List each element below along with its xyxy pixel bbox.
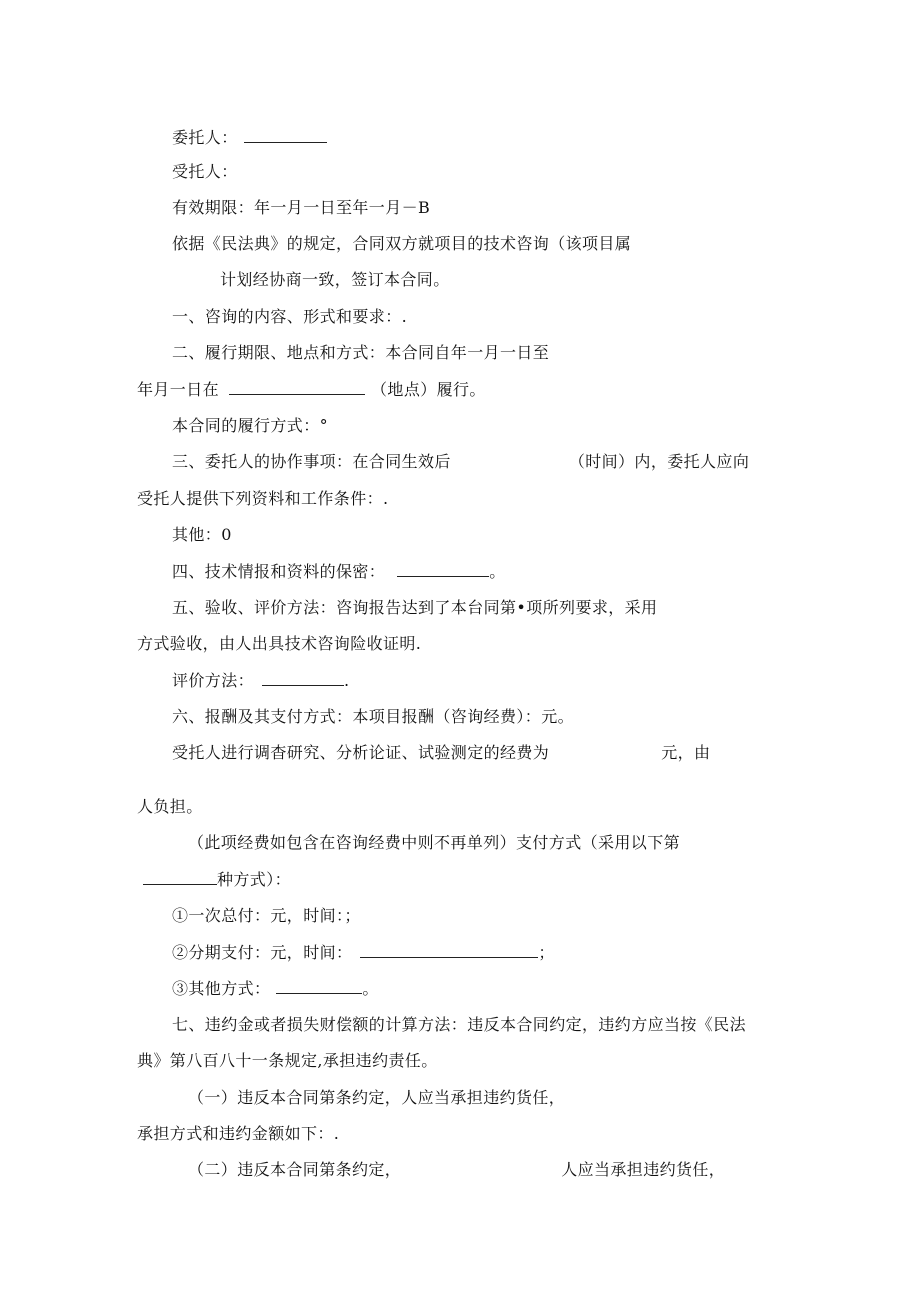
client-blank xyxy=(244,127,327,143)
section-2-heading: 二、履行期限、地点和方式：本合同自年一月一日至 xyxy=(172,343,550,362)
section-2-place-line xyxy=(137,379,486,400)
breach-clause-2 xyxy=(188,1160,725,1180)
section-7-continuation: 典》第八百八十一条规定,承担违约责任。 xyxy=(137,1051,438,1070)
breach-clause-2-suffix: 人应当承担违约货任， xyxy=(561,1160,726,1179)
other-payment-blank xyxy=(276,978,362,994)
payment-method-blank xyxy=(143,869,217,885)
evaluation-end: . xyxy=(344,671,350,690)
payment-option-2 xyxy=(172,942,555,963)
section-6-heading: 六、报酬及其支付方式：本项目报酬（咨询经费）：元。 xyxy=(172,707,575,726)
installment-end: ； xyxy=(538,943,555,962)
payment-option-3 xyxy=(172,978,379,999)
client-label: 委托人： xyxy=(172,128,238,147)
research-cost-line xyxy=(172,743,710,763)
evaluation-method-line xyxy=(172,670,350,691)
payment-method-line: （此项经费如包含在咨询经费中则不再单列）支付方式（采用以下第 xyxy=(188,833,681,852)
section-3-other-line: 其他：0 xyxy=(172,525,232,544)
validity-line: 有效期限：年一月一日至年一月－B xyxy=(172,198,431,217)
cooperation-prefix: 三、委托人的协作事项：在合同生效后 xyxy=(172,452,451,471)
basis-line: 依据《民法典》的规定，合同双方就项目的技术咨询（该项目属 xyxy=(172,234,632,253)
section-7-heading: 七、违约金或者损失财偿额的计算方法：违反本合同约定，违约方应当按《民法 xyxy=(172,1015,747,1034)
breach-clause-1-continuation: 承担方式和违约金额如下：. xyxy=(137,1124,340,1143)
research-cost-continuation: 人负担。 xyxy=(137,797,203,816)
breach-clause-2-prefix: （二）违反本合同第条约定， xyxy=(188,1160,402,1179)
installment-blank xyxy=(360,942,538,958)
installment-label: ②分期支付：元，时间： xyxy=(172,943,353,962)
other-payment-label: ③其他方式： xyxy=(172,979,271,998)
section-5-heading: 五、验收、评价方法：咨询报告达到了本台同第•项所列要求，采用 xyxy=(172,598,658,617)
section-1-heading: 一、咨询的内容、形式和要求：. xyxy=(172,307,408,326)
consultant-line: 受托人： xyxy=(172,162,238,181)
payment-method-suffix: 种方式）： xyxy=(217,870,292,889)
client-line xyxy=(172,127,327,148)
confidentiality-blank xyxy=(397,561,489,577)
research-cost-suffix: 元，由 xyxy=(661,743,711,762)
payment-option-1: ①一次总付：元，时间：； xyxy=(172,906,361,925)
section-3-heading xyxy=(172,452,749,472)
basis-continuation-line: 计划经协商一致，签订本合同。 xyxy=(220,270,450,289)
place-blank xyxy=(229,379,365,395)
other-payment-end: 。 xyxy=(362,979,379,998)
section-2-method-line: 本合同的履行方式：° xyxy=(172,416,329,435)
evaluation-blank xyxy=(262,670,344,686)
breach-clause-1: （一）违反本合同第条约定，人应当承担违约货任， xyxy=(188,1088,566,1107)
section-4-heading xyxy=(172,561,506,582)
place-prefix: 年月一日在 xyxy=(137,380,220,399)
evaluation-label: 评价方法： xyxy=(172,671,255,690)
payment-method-continuation xyxy=(143,869,291,890)
place-suffix: （地点）履行。 xyxy=(371,380,486,399)
confidentiality-end: 。 xyxy=(489,562,506,581)
cooperation-suffix: （时间）内，委托人应向 xyxy=(568,452,750,471)
confidentiality-label: 四、技术情报和资料的保密： xyxy=(172,562,386,581)
research-cost-prefix: 受托人进行调杳研究、分析论证、试验测定的经费为 xyxy=(172,743,550,762)
section-3-continuation: 受托人提供下列资料和工作条件：. xyxy=(137,489,389,508)
section-5-continuation: 方式验收，由人出具技术咨询险收证明. xyxy=(137,634,422,653)
